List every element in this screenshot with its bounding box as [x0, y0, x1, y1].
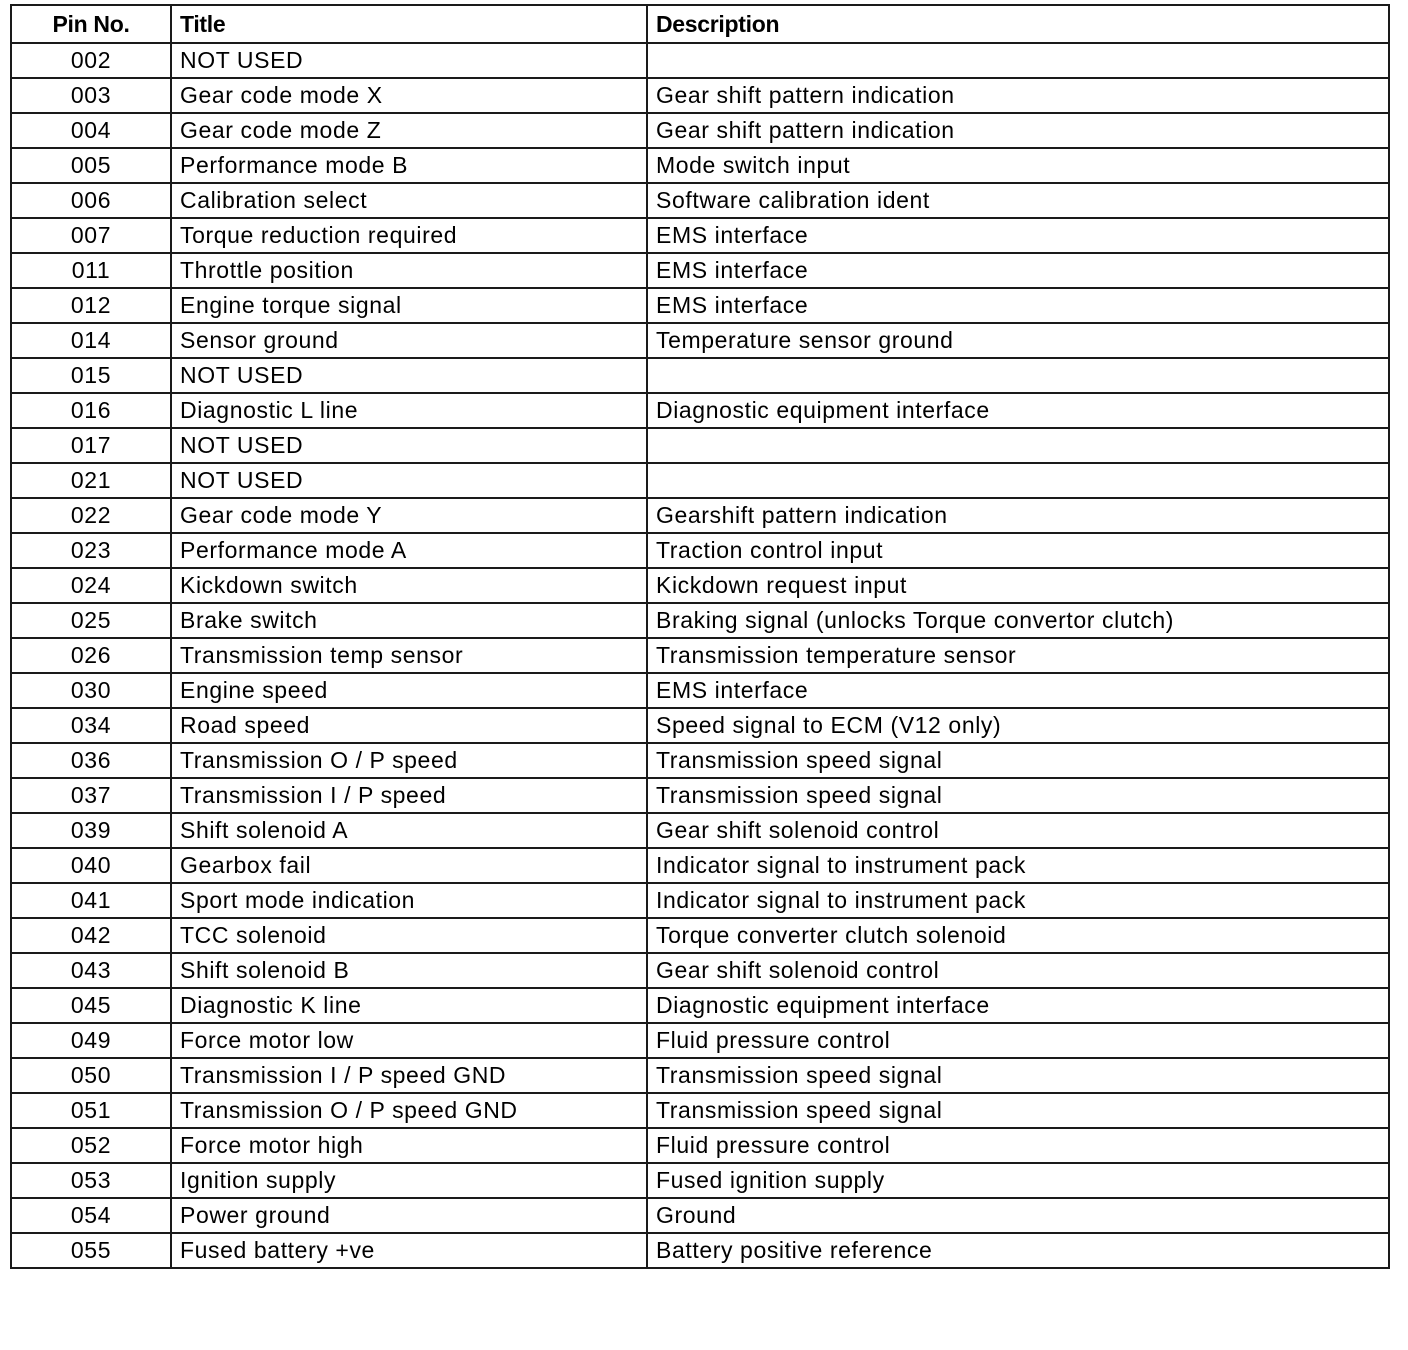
title-cell: Force motor low: [171, 1023, 647, 1058]
pin-number-cell: 006: [11, 183, 171, 218]
description-cell: Diagnostic equipment interface: [647, 393, 1389, 428]
pin-number-cell: 017: [11, 428, 171, 463]
table-row: [11, 428, 1389, 463]
description-cell: Battery positive reference: [647, 1233, 1389, 1268]
table-row: [11, 1023, 1389, 1058]
description-cell: EMS interface: [647, 288, 1389, 323]
table-row: [11, 288, 1389, 323]
header-description: Description: [647, 5, 1389, 43]
table-row: [11, 603, 1389, 638]
description-cell: [647, 463, 1389, 498]
title-cell: Throttle position: [171, 253, 647, 288]
title-cell: Engine speed: [171, 673, 647, 708]
pin-number-cell: 039: [11, 813, 171, 848]
pin-number-cell: 052: [11, 1128, 171, 1163]
pin-number-cell: 050: [11, 1058, 171, 1093]
pin-number-cell: 011: [11, 253, 171, 288]
pin-table: [10, 4, 1390, 1269]
description-cell: Transmission speed signal: [647, 743, 1389, 778]
table-body: [11, 43, 1389, 1268]
pin-number-cell: 025: [11, 603, 171, 638]
table-row: [11, 1233, 1389, 1268]
header-pin-no: Pin No.: [11, 5, 171, 43]
table-row: [11, 1128, 1389, 1163]
title-cell: Performance mode A: [171, 533, 647, 568]
description-cell: Fluid pressure control: [647, 1023, 1389, 1058]
description-cell: [647, 428, 1389, 463]
table-row: [11, 638, 1389, 673]
title-cell: Sensor ground: [171, 323, 647, 358]
description-cell: Transmission speed signal: [647, 778, 1389, 813]
title-cell: Calibration select: [171, 183, 647, 218]
title-cell: NOT USED: [171, 463, 647, 498]
title-cell: TCC solenoid: [171, 918, 647, 953]
title-cell: Shift solenoid A: [171, 813, 647, 848]
table-row: [11, 183, 1389, 218]
pin-number-cell: 054: [11, 1198, 171, 1233]
description-cell: EMS interface: [647, 218, 1389, 253]
title-cell: Transmission temp sensor: [171, 638, 647, 673]
description-cell: Diagnostic equipment interface: [647, 988, 1389, 1023]
description-cell: EMS interface: [647, 253, 1389, 288]
pin-number-cell: 004: [11, 113, 171, 148]
pin-number-cell: 036: [11, 743, 171, 778]
title-cell: Diagnostic K line: [171, 988, 647, 1023]
title-cell: Kickdown switch: [171, 568, 647, 603]
pin-number-cell: 007: [11, 218, 171, 253]
title-cell: Gear code mode X: [171, 78, 647, 113]
title-cell: Engine torque signal: [171, 288, 647, 323]
description-cell: Mode switch input: [647, 148, 1389, 183]
title-cell: Force motor high: [171, 1128, 647, 1163]
table-row: [11, 393, 1389, 428]
description-cell: Gear shift solenoid control: [647, 953, 1389, 988]
description-cell: Indicator signal to instrument pack: [647, 883, 1389, 918]
description-cell: Speed signal to ECM (V12 only): [647, 708, 1389, 743]
table-row: [11, 218, 1389, 253]
pin-number-cell: 022: [11, 498, 171, 533]
table-row: [11, 463, 1389, 498]
table-row: [11, 253, 1389, 288]
table-row: [11, 918, 1389, 953]
title-cell: Performance mode B: [171, 148, 647, 183]
title-cell: Power ground: [171, 1198, 647, 1233]
title-cell: Sport mode indication: [171, 883, 647, 918]
title-cell: Diagnostic L line: [171, 393, 647, 428]
title-cell: Gear code mode Y: [171, 498, 647, 533]
title-cell: Transmission O / P speed: [171, 743, 647, 778]
table-row: [11, 358, 1389, 393]
pin-number-cell: 030: [11, 673, 171, 708]
description-cell: Gear shift pattern indication: [647, 113, 1389, 148]
description-cell: Transmission speed signal: [647, 1058, 1389, 1093]
table-row: [11, 1093, 1389, 1128]
description-cell: [647, 358, 1389, 393]
description-cell: Torque converter clutch solenoid: [647, 918, 1389, 953]
pin-number-cell: 045: [11, 988, 171, 1023]
description-cell: Braking signal (unlocks Torque convertor clutch): [647, 603, 1389, 638]
table-row: [11, 533, 1389, 568]
table-row: [11, 953, 1389, 988]
pin-number-cell: 023: [11, 533, 171, 568]
title-cell: Shift solenoid B: [171, 953, 647, 988]
header-title: Title: [171, 5, 647, 43]
table-row: [11, 673, 1389, 708]
pin-number-cell: 002: [11, 43, 171, 78]
pin-number-cell: 021: [11, 463, 171, 498]
title-cell: Gear code mode Z: [171, 113, 647, 148]
description-cell: Transmission speed signal: [647, 1093, 1389, 1128]
header-row: [11, 5, 1389, 43]
table-row: [11, 1058, 1389, 1093]
table-row: [11, 43, 1389, 78]
description-cell: Traction control input: [647, 533, 1389, 568]
pin-number-cell: 037: [11, 778, 171, 813]
title-cell: NOT USED: [171, 43, 647, 78]
description-cell: Gearshift pattern indication: [647, 498, 1389, 533]
description-cell: Transmission temperature sensor: [647, 638, 1389, 673]
title-cell: Transmission I / P speed GND: [171, 1058, 647, 1093]
pin-number-cell: 015: [11, 358, 171, 393]
pin-number-cell: 003: [11, 78, 171, 113]
description-cell: Gear shift solenoid control: [647, 813, 1389, 848]
title-cell: NOT USED: [171, 358, 647, 393]
table-row: [11, 1198, 1389, 1233]
description-cell: Indicator signal to instrument pack: [647, 848, 1389, 883]
table-row: [11, 813, 1389, 848]
title-cell: Ignition supply: [171, 1163, 647, 1198]
title-cell: Transmission O / P speed GND: [171, 1093, 647, 1128]
description-cell: Temperature sensor ground: [647, 323, 1389, 358]
table-row: [11, 743, 1389, 778]
table-row: [11, 568, 1389, 603]
table-row: [11, 988, 1389, 1023]
pin-number-cell: 026: [11, 638, 171, 673]
description-cell: [647, 43, 1389, 78]
title-cell: Road speed: [171, 708, 647, 743]
table-row: [11, 1163, 1389, 1198]
pin-number-cell: 014: [11, 323, 171, 358]
description-cell: EMS interface: [647, 673, 1389, 708]
description-cell: Gear shift pattern indication: [647, 78, 1389, 113]
table-row: [11, 778, 1389, 813]
description-cell: Kickdown request input: [647, 568, 1389, 603]
title-cell: Brake switch: [171, 603, 647, 638]
table-row: [11, 78, 1389, 113]
pin-number-cell: 016: [11, 393, 171, 428]
pin-number-cell: 024: [11, 568, 171, 603]
pin-number-cell: 049: [11, 1023, 171, 1058]
title-cell: Fused battery +ve: [171, 1233, 647, 1268]
pin-number-cell: 055: [11, 1233, 171, 1268]
table-header: [11, 5, 1389, 43]
table-row: [11, 498, 1389, 533]
table-row: [11, 883, 1389, 918]
description-cell: Ground: [647, 1198, 1389, 1233]
title-cell: Transmission I / P speed: [171, 778, 647, 813]
title-cell: Gearbox fail: [171, 848, 647, 883]
pin-number-cell: 034: [11, 708, 171, 743]
pin-number-cell: 043: [11, 953, 171, 988]
pin-number-cell: 041: [11, 883, 171, 918]
table-row: [11, 113, 1389, 148]
description-cell: Fused ignition supply: [647, 1163, 1389, 1198]
pin-number-cell: 051: [11, 1093, 171, 1128]
title-cell: NOT USED: [171, 428, 647, 463]
table-row: [11, 323, 1389, 358]
table-row: [11, 708, 1389, 743]
pin-number-cell: 042: [11, 918, 171, 953]
description-cell: Software calibration ident: [647, 183, 1389, 218]
pin-number-cell: 005: [11, 148, 171, 183]
pin-number-cell: 040: [11, 848, 171, 883]
pin-number-cell: 012: [11, 288, 171, 323]
pin-number-cell: 053: [11, 1163, 171, 1198]
table-row: [11, 848, 1389, 883]
description-cell: Fluid pressure control: [647, 1128, 1389, 1163]
table-row: [11, 148, 1389, 183]
title-cell: Torque reduction required: [171, 218, 647, 253]
